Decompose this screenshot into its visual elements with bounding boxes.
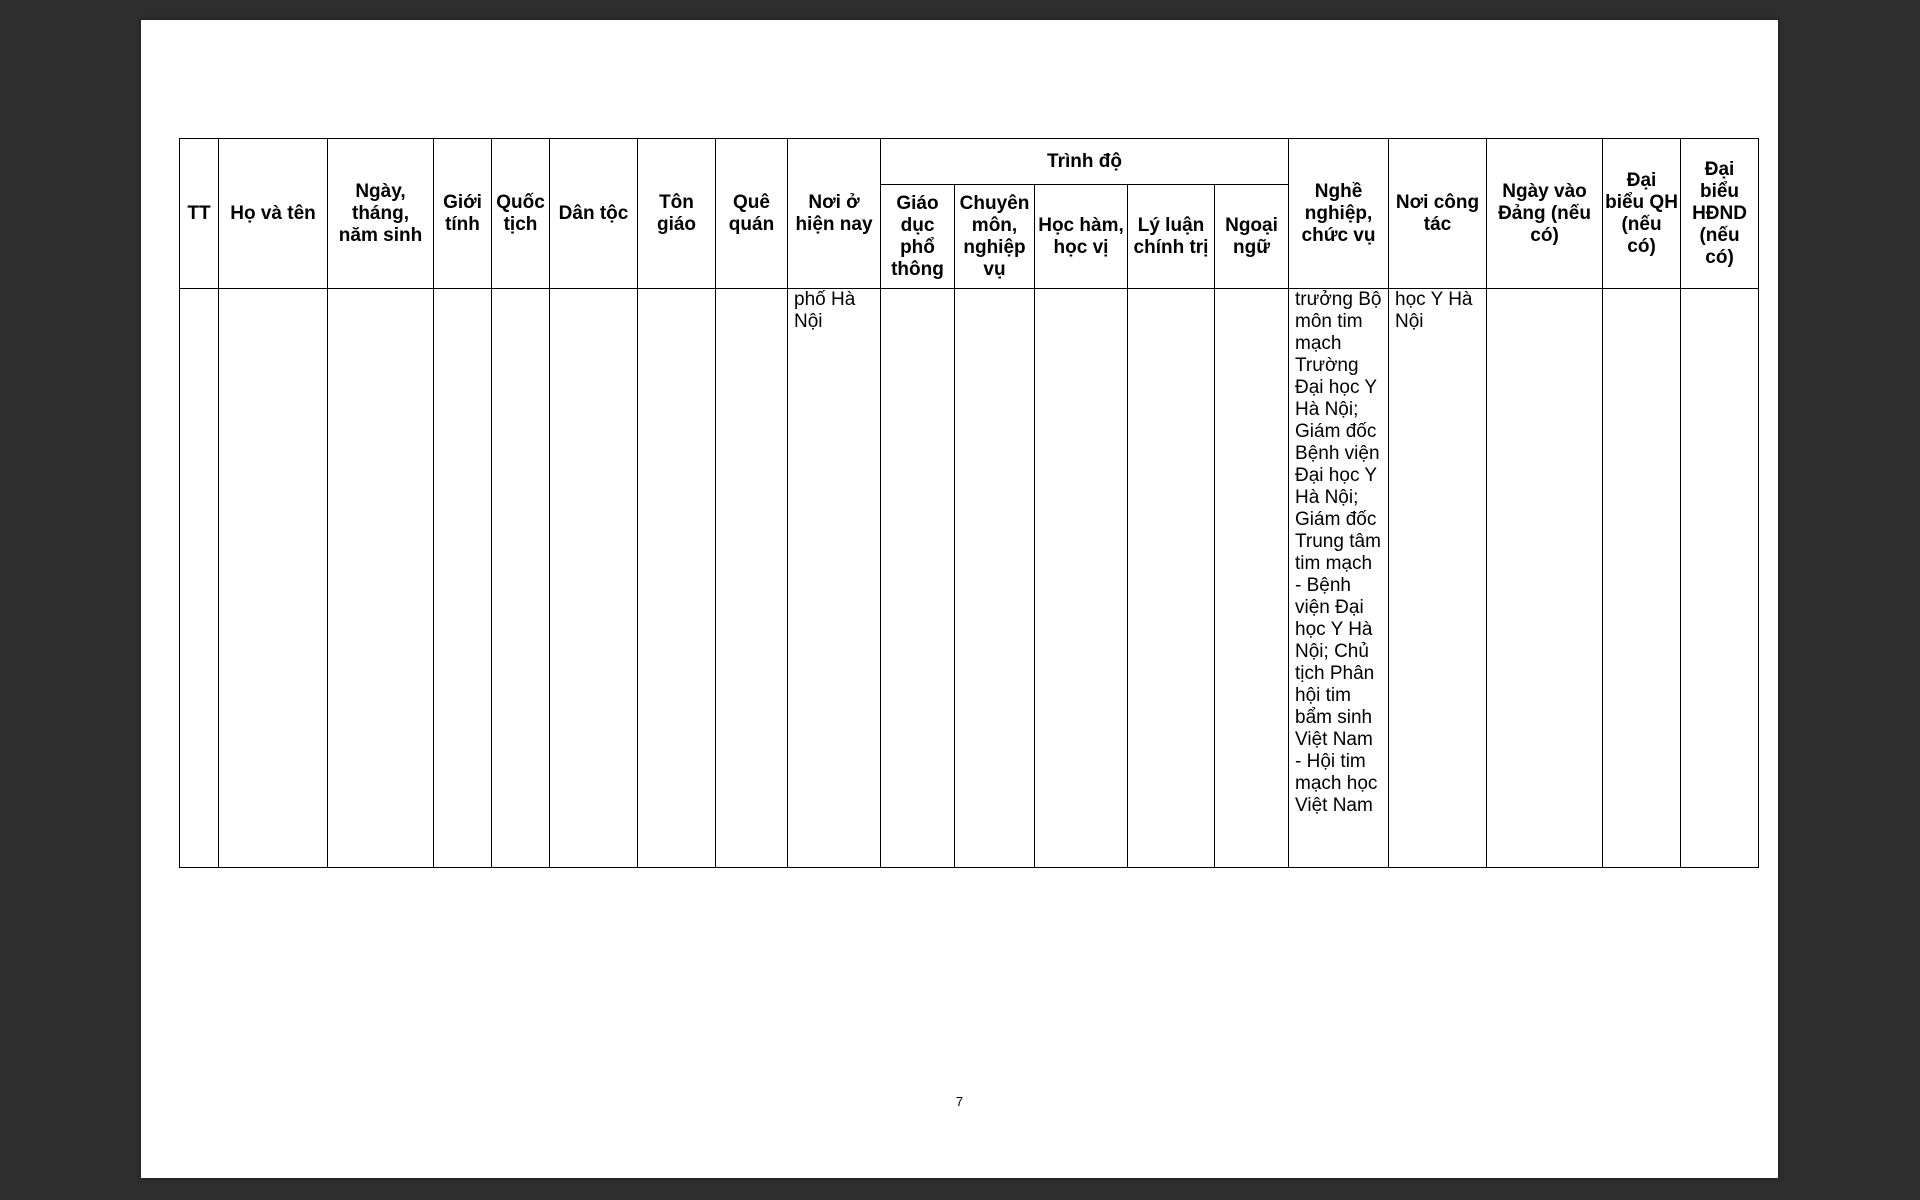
cell-chuyen-mon bbox=[955, 289, 1035, 868]
header-quoc-tich: Quốc tịch bbox=[492, 139, 550, 289]
header-ngoai-ngu: Ngoại ngữ bbox=[1215, 185, 1289, 289]
header-ho-ten: Họ và tên bbox=[219, 139, 328, 289]
cell-noi-o: phố Hà Nội bbox=[788, 289, 881, 868]
header-dan-toc: Dân tộc bbox=[550, 139, 638, 289]
table-row bbox=[180, 289, 1759, 868]
cell-giao-duc bbox=[881, 289, 955, 868]
page-number: 7 bbox=[955, 1094, 964, 1109]
cell-noi-cong-tac: học Y Hà Nội bbox=[1389, 289, 1487, 868]
document-page bbox=[141, 20, 1778, 1178]
header-noi-cong-tac: Nơi công tác bbox=[1389, 139, 1487, 289]
header-dai-bieu-hdnd: Đại biểu HĐND (nếu có) bbox=[1681, 139, 1759, 289]
cell-que-quan bbox=[716, 289, 788, 868]
header-ngay-vao-dang: Ngày vào Đảng (nếu có) bbox=[1487, 139, 1603, 289]
cell-ton-giao bbox=[638, 289, 716, 868]
header-que-quan: Quê quán bbox=[716, 139, 788, 289]
cell-nghe-nghiep: trưởng Bộ môn tim mạch Trường Đại học Y Hà Nội; Giám đốc Bệnh viện Đại học Y Hà Nội; Giám đốc Trung tâm tim mạch - Bệnh viện Đại học Y Hà Nội; Chủ tịch Phân hội tim bẩm sinh Việt Nam - Hội tim mạch học Việt Nam bbox=[1289, 289, 1389, 868]
cell-quoc-tich bbox=[492, 289, 550, 868]
header-nghe-nghiep: Nghề nghiệp, chức vụ bbox=[1289, 139, 1389, 289]
cell-ly-luan bbox=[1128, 289, 1215, 868]
cell-dan-toc bbox=[550, 289, 638, 868]
cell-ngay-sinh bbox=[328, 289, 434, 868]
header-ly-luan: Lý luận chính trị bbox=[1128, 185, 1215, 289]
cell-hoc-ham bbox=[1035, 289, 1128, 868]
cell-ngoai-ngu bbox=[1215, 289, 1289, 868]
header-trinh-do: Trình độ bbox=[881, 139, 1289, 185]
header-ngay-sinh: Ngày, tháng, năm sinh bbox=[328, 139, 434, 289]
cell-ho-ten bbox=[219, 289, 328, 868]
header-gioi-tinh: Giới tính bbox=[434, 139, 492, 289]
header-tt: TT bbox=[180, 139, 219, 289]
header-row-top bbox=[180, 139, 1759, 185]
cell-gioi-tinh bbox=[434, 289, 492, 868]
header-chuyen-mon: Chuyên môn, nghiệp vụ bbox=[955, 185, 1035, 289]
candidate-table bbox=[179, 138, 1759, 868]
cell-dai-bieu-hdnd bbox=[1681, 289, 1759, 868]
header-hoc-ham: Học hàm, học vị bbox=[1035, 185, 1128, 289]
cell-tt bbox=[180, 289, 219, 868]
header-giao-duc: Giáo dục phổ thông bbox=[881, 185, 955, 289]
cell-dai-bieu-qh bbox=[1603, 289, 1681, 868]
header-noi-o: Nơi ở hiện nay bbox=[788, 139, 881, 289]
cell-ngay-vao-dang bbox=[1487, 289, 1603, 868]
header-dai-bieu-qh: Đại biểu QH (nếu có) bbox=[1603, 139, 1681, 289]
header-ton-giao: Tôn giáo bbox=[638, 139, 716, 289]
